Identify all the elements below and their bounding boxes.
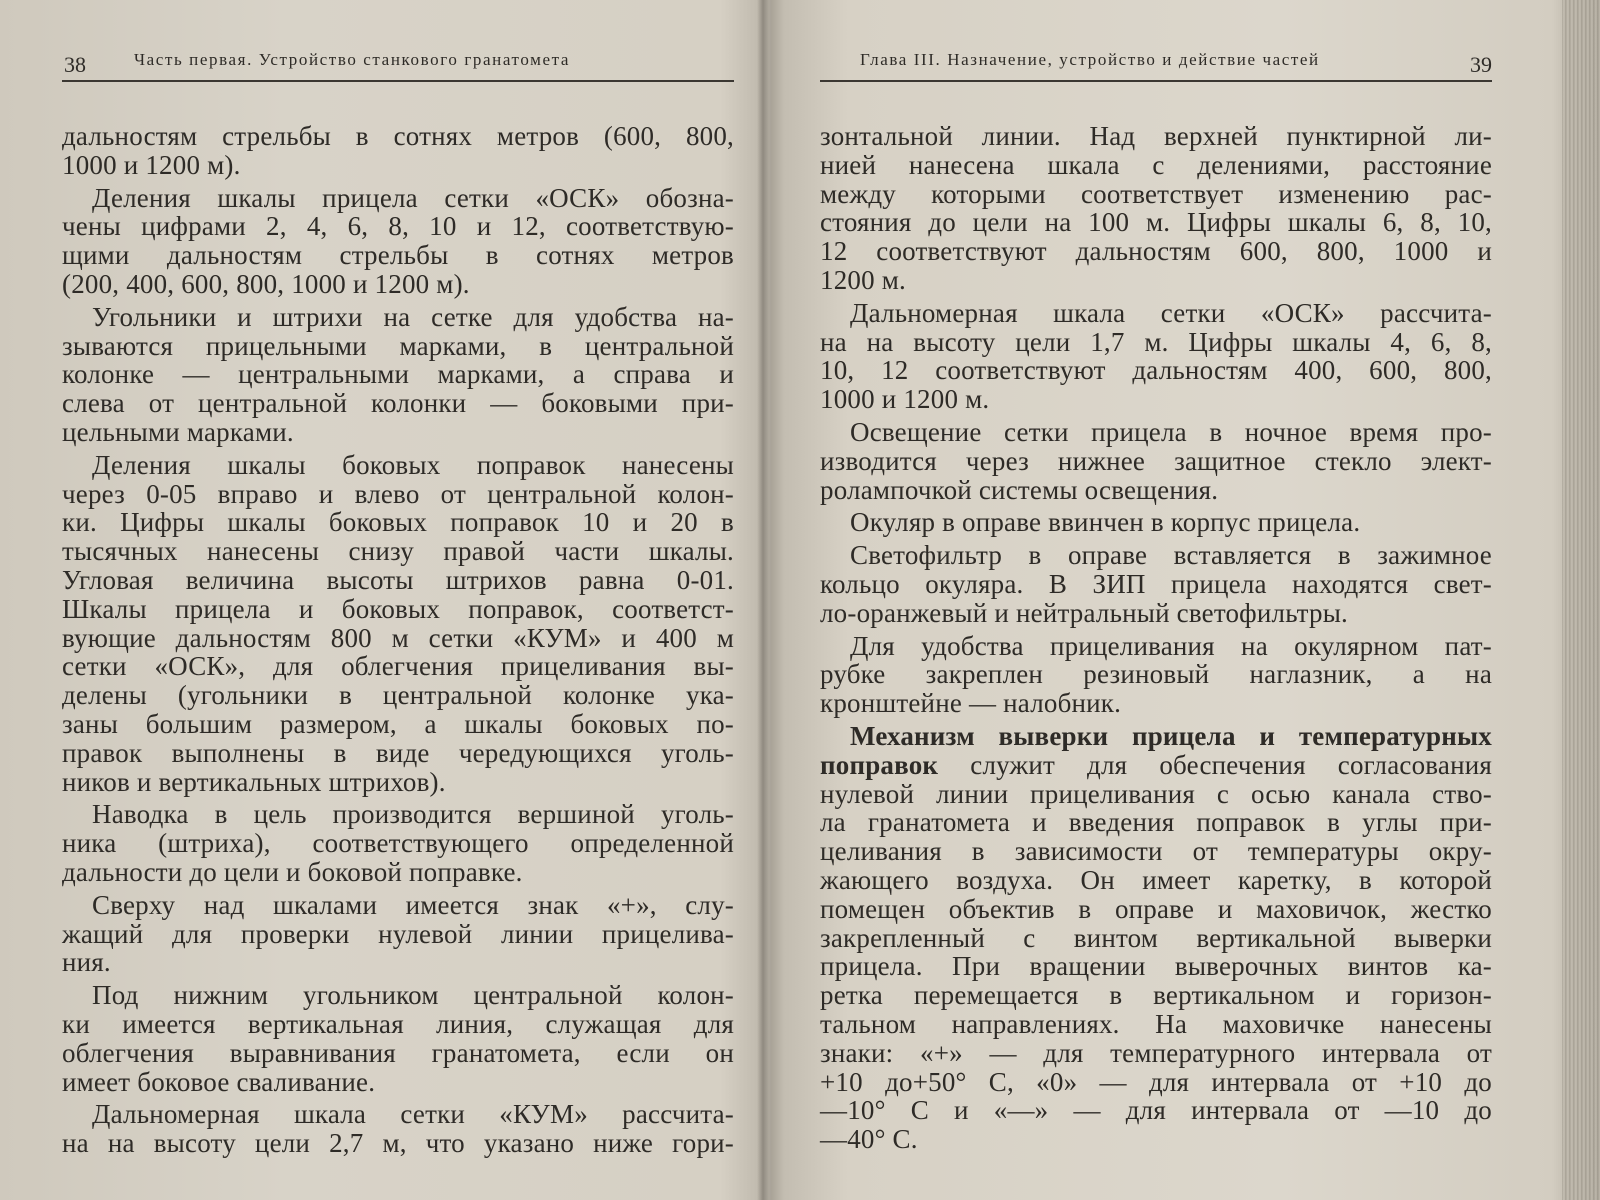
text-line: вующие дальностям 800 м сетки «КУМ» и 400 м	[62, 622, 734, 653]
text-line: поправок служит для обеспечения согласования	[820, 749, 1492, 780]
bold-term: поправок	[820, 749, 939, 780]
text-line: ки имеется вертикальная линия, служащая для	[62, 1008, 734, 1039]
text-line: слева от центральной колонки — боковыми при-	[62, 388, 734, 419]
right-page-body	[820, 122, 1492, 1154]
text-line: дальностям стрельбы в сотнях метров (600, 800,	[62, 121, 734, 151]
text-line: на на высоту цели 2,7 м, что указано ниже гори-	[62, 1128, 734, 1159]
text-line: ла гранатомета и введения поправок в углы при-	[820, 807, 1492, 838]
text-line: Освещение сетки прицела в ночное время про-	[850, 416, 1492, 447]
text-line: цельными марками.	[62, 416, 294, 447]
text-line: между которыми соответствует изменению рас-	[820, 178, 1492, 209]
text-line: Наводка в цель производится вершиной уголь-	[92, 799, 734, 830]
text-line: нией нанесена шкала с делениями, расстояние	[820, 149, 1492, 180]
text-line: делены (угольники в центральной колонке ука-	[62, 680, 734, 711]
text-line: заны большим размером, а шкалы боковых по-	[62, 708, 734, 739]
text-line: через 0-05 вправо и влево от центральной колон-	[62, 478, 734, 509]
text-line: ников и вертикальных штрихов).	[62, 766, 446, 797]
text-line	[820, 722, 1492, 751]
text-line: колонке — центральными марками, а справа и	[62, 359, 734, 390]
text-line: Светофильтр в оправе вставляется в зажимное	[850, 540, 1492, 571]
text-line: зываются прицельными марками, в центральной	[62, 330, 734, 361]
text-line: Дальномерная шкала сетки «ОСК» рассчита-	[850, 297, 1492, 328]
text-line: 1200 м.	[820, 264, 906, 295]
right-page	[820, 0, 1492, 1200]
text-line: ника (штриха), соответствующего определенной	[62, 828, 734, 859]
text-line: щими дальностям стрельбы в сотнях метров	[62, 240, 734, 271]
text-line: Деления шкалы прицела сетки «ОСК» обозна-	[92, 182, 734, 213]
text-line: чены цифрами 2, 4, 6, 8, 10 и 12, соответствую-	[62, 211, 734, 242]
right-header-rule	[820, 80, 1492, 82]
text-line: 1000 и 1200 м).	[62, 149, 241, 180]
text-line: знаки: «+» — для температурного интервала от	[820, 1037, 1492, 1068]
text-line: Для удобства прицеливания на окулярном пат-	[850, 630, 1492, 661]
text-line: целивания в зависимости от температуры окру-	[820, 836, 1492, 867]
text-line: —10° С и «—» — для интервала от —10 до	[820, 1095, 1492, 1126]
text-line: ки. Цифры шкалы боковых поправок 10 и 20 в	[62, 507, 734, 538]
text-line: ретка перемещается в вертикальном и горизон-	[820, 980, 1492, 1011]
text-line: облегчения выравнивания гранатомета, если он	[62, 1037, 734, 1068]
book-spine	[757, 0, 769, 1200]
page-edges	[1562, 0, 1600, 1200]
text-line: прицела. При вращении выверочных винтов ка-	[820, 951, 1492, 982]
text-line: Шкалы прицела и боковых поправок, соответст-	[62, 593, 734, 624]
left-page-number: 38	[64, 52, 86, 77]
text-line: сетки «ОСК», для облегчения прицеливания вы-	[62, 651, 734, 682]
text-line: +10 до+50° С, «0» — для интервала от +10 до	[820, 1066, 1492, 1097]
text-line: стояния до цели на 100 м. Цифры шкалы 6, 8, 10,	[820, 207, 1492, 238]
text-line: дальности до цели и боковой поправке.	[62, 856, 523, 887]
left-header-rule	[62, 80, 734, 82]
text-line: кольцо окуляра. В ЗИП прицела находятся свет-	[820, 568, 1492, 599]
text-line: Деления шкалы боковых поправок нанесены	[92, 449, 734, 480]
text-line: Сверху над шкалами имеется знак «+», слу-	[92, 889, 734, 920]
text-line: нулевой линии прицеливания с осью канала ство-	[820, 778, 1492, 809]
text-line: 1000 и 1200 м.	[820, 384, 990, 415]
text-line: на на высоту цели 1,7 м. Цифры шкалы 4, 6, 8,	[820, 326, 1492, 357]
text-line: зонтальной линии. Над верхней пунктирной ли-	[820, 121, 1492, 151]
text-line: кронштейне — налобник.	[820, 688, 1122, 719]
text-line: Угловая величина высоты штрихов равна 0-01.	[62, 564, 734, 595]
text-line: правок выполнены в виде чередующихся уголь-	[62, 737, 734, 768]
text-line: имеет боковое сваливание.	[62, 1066, 376, 1097]
text-line: ло-оранжевый и нейтральный светофильтры.	[820, 597, 1349, 628]
left-running-head: Часть первая. Устройство станкового гранатомета	[134, 50, 571, 69]
text-line: ролампочкой системы освещения.	[820, 474, 1219, 505]
text-line: тысячных нанесены снизу правой части шкалы.	[62, 536, 734, 567]
left-page-body	[62, 122, 734, 1158]
left-page-header	[62, 50, 734, 80]
text-line: 12 соответствуют дальностям 600, 800, 1000 и	[820, 236, 1492, 267]
text-line: закрепленный с винтом вертикальной выверки	[820, 922, 1492, 953]
text-line: изводится через нижнее защитное стекло элект-	[820, 445, 1492, 476]
text-line: жающего воздуха. Он имеет каретку, в которой	[820, 864, 1492, 895]
text-line: тальном направлениях. На маховичке нанесены	[820, 1008, 1492, 1039]
text-line: —40° С.	[820, 1124, 918, 1155]
right-page-number: 39	[1470, 52, 1492, 77]
right-page-header	[820, 50, 1492, 80]
right-running-head: Глава III. Назначение, устройство и действие частей	[860, 50, 1320, 69]
text-line: помещен объектив в оправе и маховичок, жестко	[820, 893, 1492, 924]
text-line: рубке закреплен резиновый наглазник, а на	[820, 659, 1492, 690]
bold-term: Механизм выверки прицела и температурных	[850, 720, 1492, 751]
text-line: (200, 400, 600, 800, 1000 и 1200 м).	[62, 268, 470, 299]
text-line: ния.	[62, 947, 111, 978]
text-line: Дальномерная шкала сетки «КУМ» рассчита-	[92, 1099, 734, 1130]
text-line: Окуляр в оправе ввинчен в корпус прицела.	[850, 507, 1361, 538]
left-page	[62, 0, 734, 1200]
text-line: жащий для проверки нулевой линии прицелива-	[62, 918, 734, 949]
text-line: 10, 12 соответствуют дальностям 400, 600, 800,	[820, 355, 1492, 386]
text-line: Под нижним угольником центральной колон-	[92, 980, 734, 1011]
text-line: Угольники и штрихи на сетке для удобства на-	[92, 301, 734, 332]
